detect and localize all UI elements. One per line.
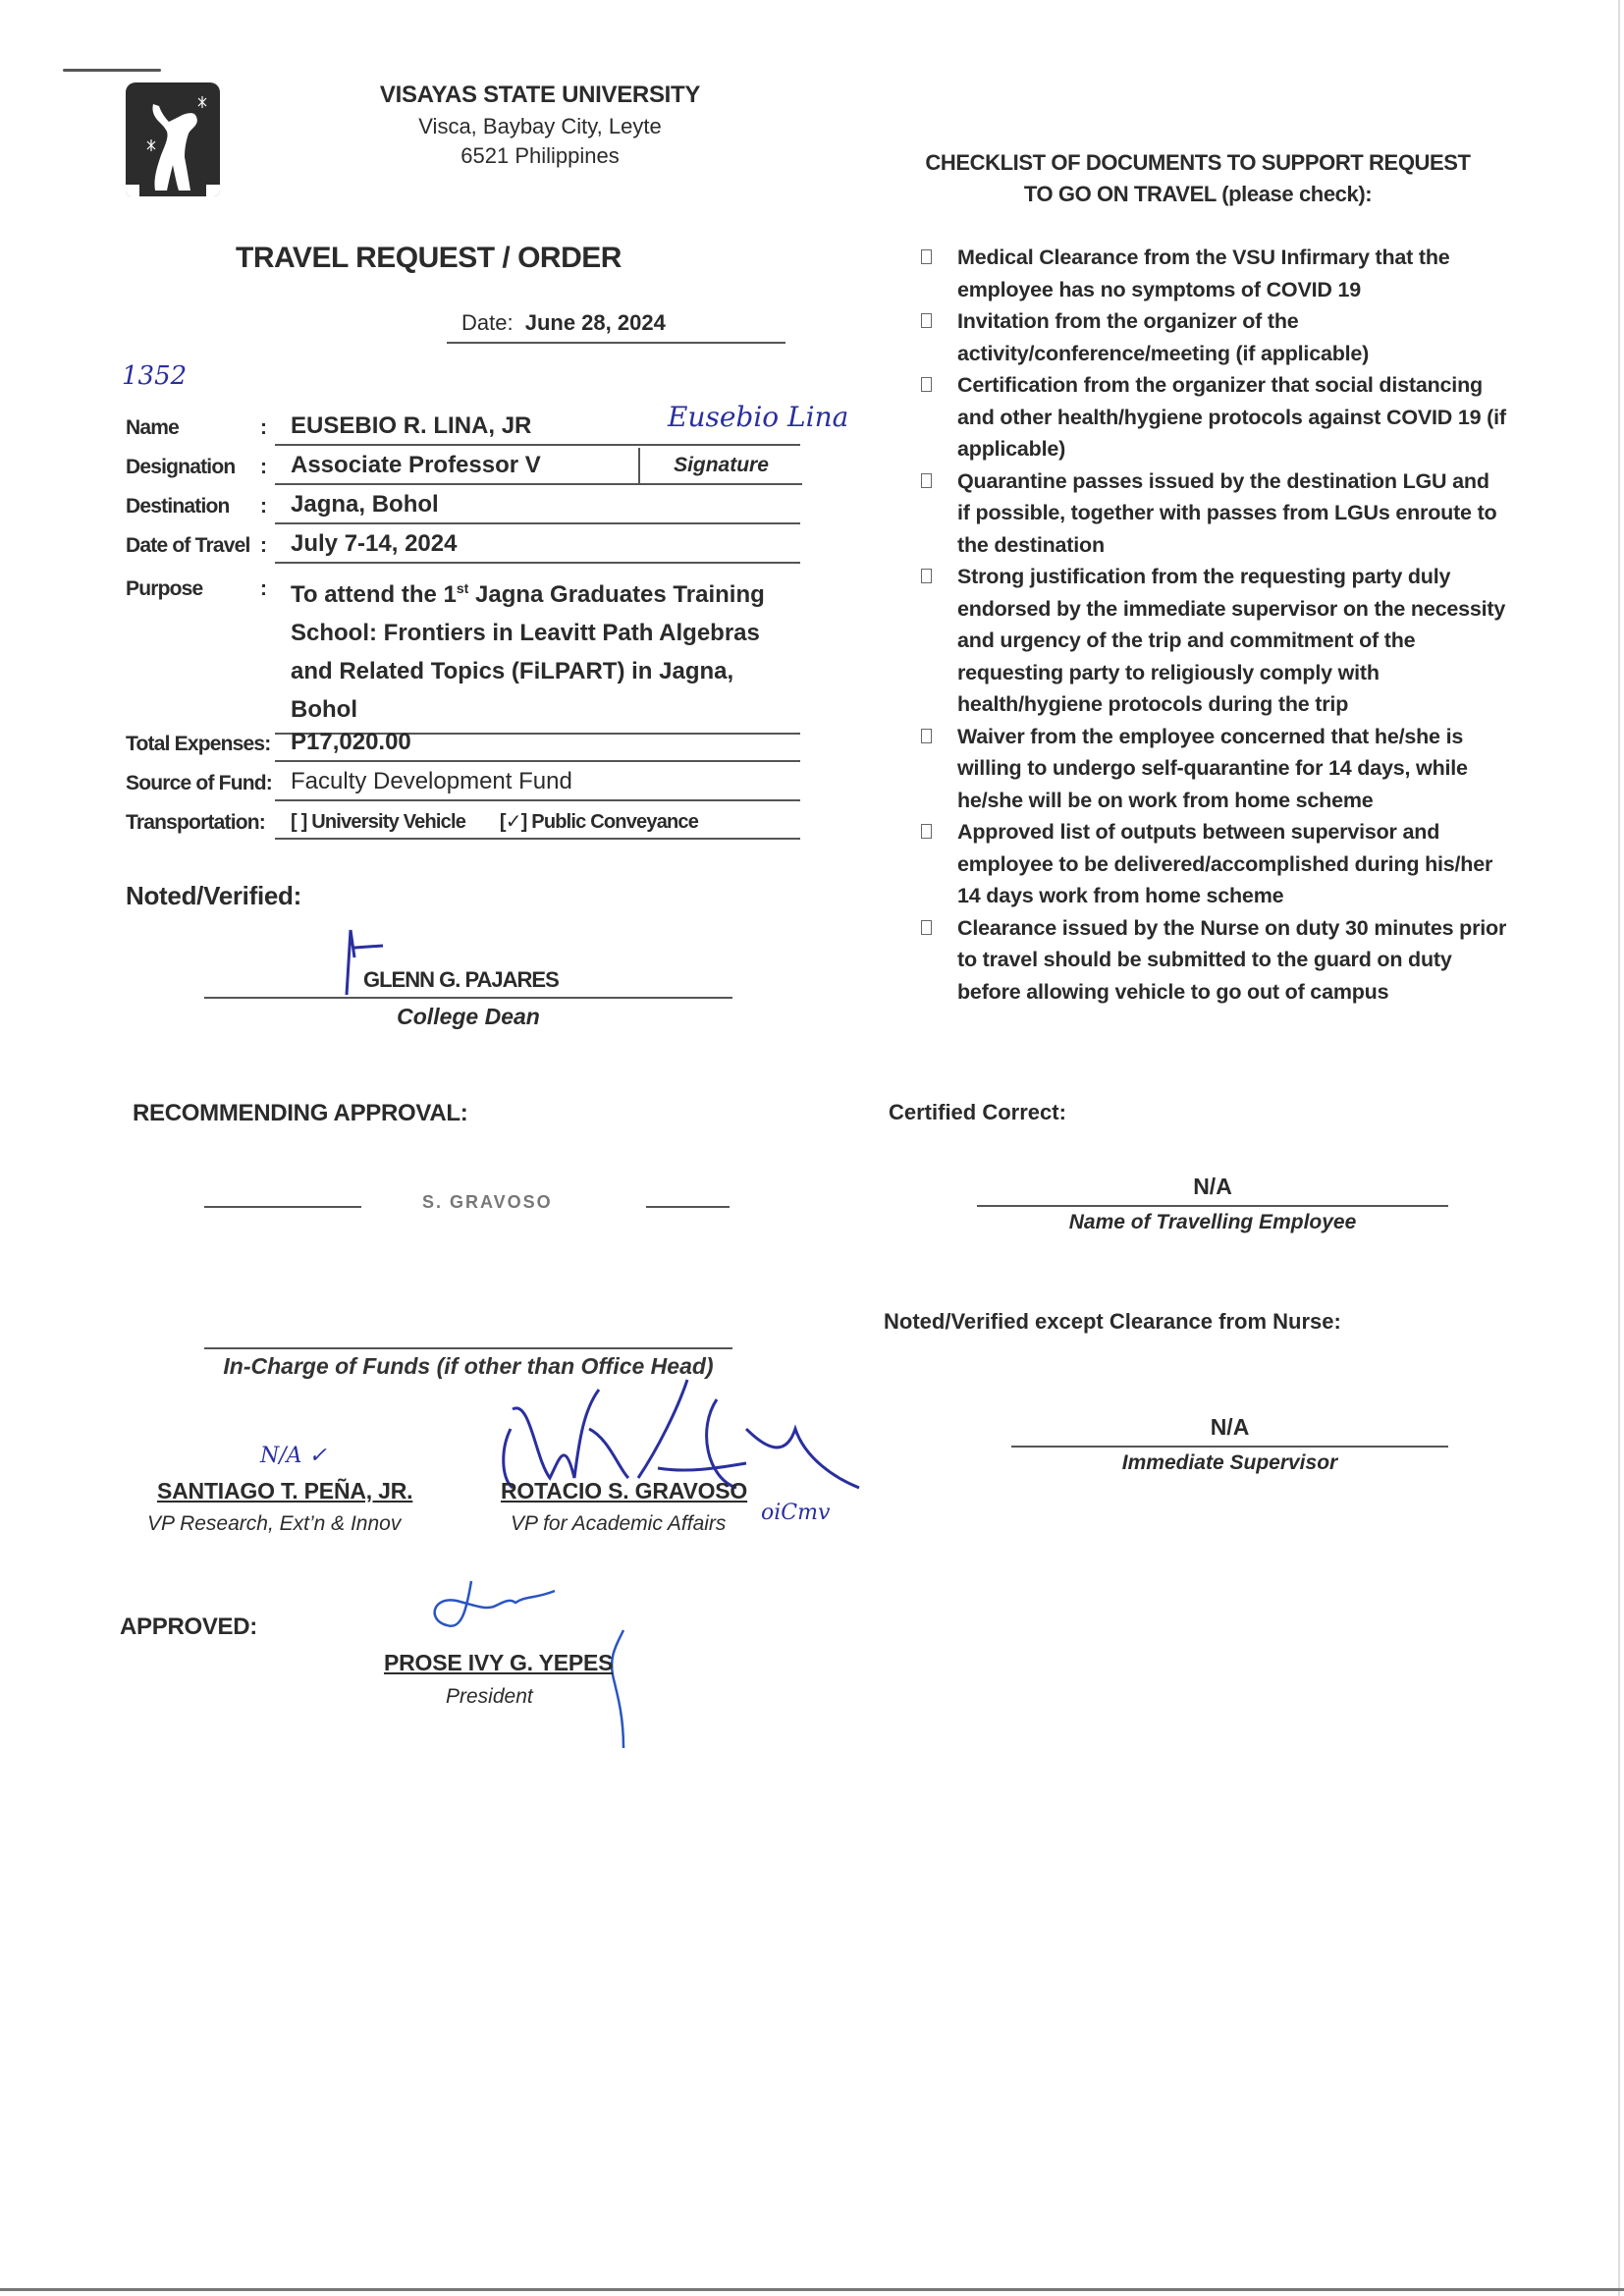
recommending-line-right [646,1206,730,1208]
name-label: Name [126,416,179,439]
purpose-colon: : [260,577,267,600]
checklist [918,242,1507,1008]
source-of-fund-label: Source of Fund: [126,772,272,794]
recommending-faded-text: S. GRAVOSO [422,1192,553,1212]
checklist-item-text: Quarantine passes issued by the destination LGU and if possible, together with passes from LGUs enroute to the destination [957,468,1497,557]
dean-name: GLENN G. PAJARES [363,967,559,992]
date-field [447,310,785,344]
vp-research-handwritten-mark: N/A ✓ [260,1444,327,1468]
destination-label: Destination [126,495,230,518]
designation-label: Designation [126,456,236,478]
president-name: PROSE IVY G. YEPES [384,1650,614,1675]
recommending-line-left [204,1206,361,1208]
checklist-heading-line1: CHECKLIST OF DOCUMENTS TO SUPPORT REQUEST [925,150,1471,175]
date-value: June 28, 2024 [524,310,666,335]
page-bottom-edge [0,2288,1624,2291]
purpose-value [275,570,800,735]
checkbox-icon[interactable] [921,920,932,935]
checklist-item-text: Certification from the organizer that social distancing and other health/hygiene protocols against COVID 19 (if applicable) [957,373,1506,461]
checkbox-icon[interactable] [921,729,932,743]
checklist-item-text: Strong justification from the requesting party duly endorsed by the immediate supervisor on the necessity and urgency of the trip and commitment of the requesting party to religiously comply with health/hygiene protocols during the trip [957,565,1506,716]
vp-academic-handwritten-mark: oiCmv [761,1501,831,1525]
checklist-item[interactable] [918,561,1507,721]
checklist-item-text: Approved list of outputs between supervisor and employee to be delivered/accomplished during his/her 14 days work from home scheme [957,820,1493,907]
checklist-item-text: Invitation from the organizer of the activity/conference/meeting (if applicable) [957,309,1370,365]
checklist-item[interactable] [918,369,1507,465]
date-of-travel-colon: : [260,534,267,557]
purpose-ordinal: st [456,580,469,596]
total-expenses-label: Total Expenses: [126,733,271,755]
checklist-item[interactable] [918,816,1507,912]
transportation-options [275,807,800,840]
date-of-travel-value: July 7-14, 2024 [275,530,800,564]
vsu-logo-icon [126,82,220,196]
checklist-item[interactable] [918,305,1507,369]
vp-research-name: SANTIAGO T. PEÑA, JR. [157,1478,413,1503]
name-colon: : [260,416,267,439]
transport-option-label: Public Conveyance [531,811,699,833]
purpose-text-prefix: To attend the 1 [291,581,457,608]
checklist-heading-line2: TO GO ON TRAVEL (please check): [1023,182,1373,206]
destination-colon: : [260,495,267,518]
certified-correct-heading: Certified Correct: [889,1100,1066,1124]
checkbox-icon[interactable] [921,313,932,328]
vp-research-title: VP Research, Ext’n & Innov [147,1512,402,1535]
handwritten-control-number: 1352 [122,361,188,391]
checkbox-unchecked-icon: [ ] [291,811,307,833]
signature-line [638,412,800,446]
vp-academic-title: VP for Academic Affairs [511,1512,727,1535]
travelling-employee-label: Name of Travelling Employee [1068,1211,1357,1233]
name-value: EUSEBIO R. LINA, JR [275,412,638,446]
university-address-line1: Visca, Baybay City, Leyte [418,114,662,138]
checkbox-icon[interactable] [921,824,932,839]
transport-option-university-vehicle[interactable] [291,811,470,833]
scan-artifact-bar [63,69,161,72]
date-label: Date: [461,310,514,335]
transport-option-label: University Vehicle [311,811,466,833]
source-of-fund-value: Faculty Development Fund [275,768,800,801]
nurse-verification-heading: Noted/Verified except Clearance from Nurse: [884,1309,1341,1334]
noted-verified-heading: Noted/Verified: [126,881,301,910]
purpose-label: Purpose [126,577,203,600]
checklist-item-text: Clearance issued by the Nurse on duty 30 minutes prior to travel should be submitted to the guard on duty before allowing vehicle to go out of campus [957,915,1507,1004]
checklist-item[interactable] [918,721,1507,817]
page-edge [1618,0,1620,2296]
travelling-employee-value: N/A [1193,1174,1232,1199]
purpose-text-suffix: Jagna Graduates Training School: Frontiers in Leavitt Path Algebras and Related Topics (FiLPART) in Jagna, Bohol [291,581,765,723]
immediate-supervisor-line [1011,1446,1448,1448]
checklist-item-text: Waiver from the employee concerned that he/she is willing to undergo self-quarantine for 14 days, while he/she will be on work from home scheme [957,724,1468,812]
form-title: TRAVEL REQUEST / ORDER [236,242,622,274]
checkbox-icon[interactable] [921,249,932,264]
date-of-travel-label: Date of Travel [126,534,250,557]
travelling-employee-line [977,1205,1448,1207]
checkbox-checked-icon: [✓] [499,811,527,833]
total-expenses-value: P17,020.00 [275,729,800,762]
checkbox-icon[interactable] [921,377,932,392]
recommending-approval-heading: RECOMMENDING APPROVAL: [133,1100,468,1126]
checklist-heading [903,147,1492,210]
handwritten-signature: Eusebio Lina [668,401,849,433]
funds-signature-line [204,1347,732,1349]
approved-heading: APPROVED: [120,1613,257,1640]
immediate-supervisor-label: Immediate Supervisor [1121,1451,1338,1474]
designation-colon: : [260,456,267,478]
destination-value: Jagna, Bohol [275,491,800,524]
university-address-line2: 6521 Philippines [460,143,620,168]
university-name: VISAYAS STATE UNIVERSITY [379,82,701,108]
immediate-supervisor-value: N/A [1210,1414,1250,1440]
dean-signature-line [204,997,732,999]
checkbox-icon[interactable] [921,473,932,488]
president-title: President [446,1685,533,1708]
signature-label: Signature [638,448,802,485]
checklist-item[interactable] [918,912,1507,1009]
in-charge-of-funds-label: In-Charge of Funds (if other than Office Head) [223,1353,714,1379]
dean-title: College Dean [397,1004,540,1029]
checkbox-icon[interactable] [921,569,932,583]
checklist-item[interactable] [918,465,1507,562]
transportation-label: Transportation: [126,811,266,834]
transport-option-public-conveyance[interactable] [500,811,698,833]
checklist-item[interactable] [918,242,1507,305]
designation-value: Associate Professor V [275,452,638,485]
checklist-item-text: Medical Clearance from the VSU Infirmary that the employee has no symptoms of COVID 19 [957,246,1450,301]
vp-academic-name: ROTACIO S. GRAVOSO [501,1478,748,1503]
